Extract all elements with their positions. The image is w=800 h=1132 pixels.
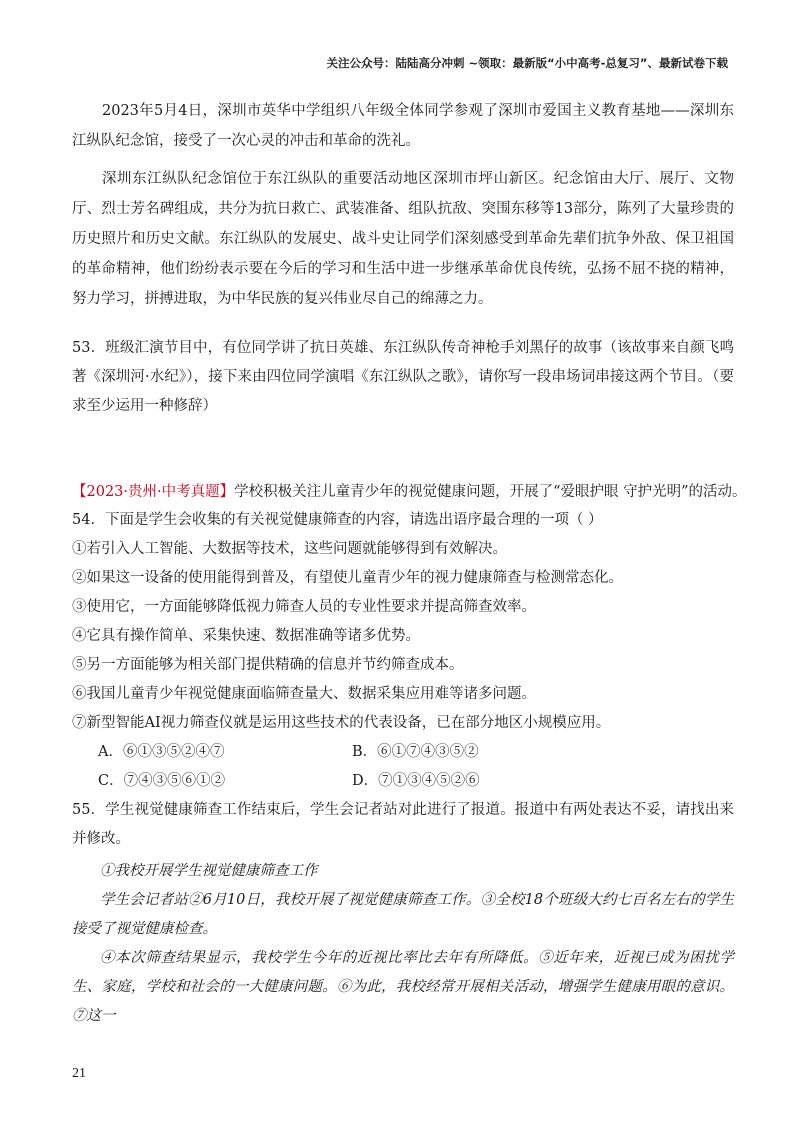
question-55-stem: 55．学生视觉健康筛查工作结束后，学生会记者站对此进行了报道。报道中有两处表达不妥，请找出来并修改。 [72, 802, 734, 847]
sentence-3: ③使用它，一方面能够降低视力筛查人员的专业性要求并提高筛查效率。 [72, 599, 536, 615]
sentence-5: ⑤另一方面能够为相关部门提供精确的信息并节约筛查成本。 [72, 657, 464, 673]
page-header: 关注公众号：陆陆高分冲刺 ~领取：最新版“小中高考-总复习”、最新试卷下载 [326, 56, 728, 70]
exam-source-tag: 【2023·贵州·中考真题】 [72, 484, 235, 500]
question-54-stem: 54．下面是学生会收集的有关视觉健康筛查的内容，请选出语序最合理的一项（ ） [72, 512, 603, 528]
sentence-1: ①若引入人工智能、大数据等技术，这些问题就能够得到有效解决。 [72, 541, 507, 557]
option-a: A．⑥①③⑤②④⑦ [98, 744, 225, 760]
report-title: ①我校开展学生视觉健康筛查工作 [100, 863, 318, 879]
passage-paragraph-2: 深圳东江纵队纪念馆位于东江纵队的重要活动地区深圳市坪山新区。纪念馆由大厅、展厅、文物厅、烈士芳名碑组成，共分为抗日救亡、武装准备、组队抗敌、突围东移等13部分，陈列了大量珍贵的历史照片和历史文献。东江纵队的发展史、战斗史让同学们深刻感受到革命先辈们抗争外敌、保卫祖国的革命精神，他们纷纷表示要在今后的学习和生活中进一步继承革命优良传统，弘扬不屈不挠的精神，努力学习，拼搏进取，为中华民族的复兴伟业尽自己的绵薄之力。 [72, 171, 734, 307]
option-c: C．⑦④③⑤⑥①② [98, 773, 226, 789]
report-paragraph-1: 学生会记者站②6月10日，我校开展了视觉健康筛查工作。③全校18个班级大约七百名左右的学生接受了视觉健康检查。 [72, 892, 734, 937]
option-b: B．⑥①⑦④③⑤② [352, 744, 479, 760]
passage-paragraph-1: 2023年5月4日，深圳市英华中学组织八年级全体同学参观了深圳市爱国主义教育基地——深圳东江纵队纪念馆，接受了一次心灵的冲击和革命的洗礼。 [72, 103, 734, 149]
sentence-7: ⑦新型智能AI视力筛查仪就是运用这些技术的代表设备，已在部分地区小规模应用。 [72, 715, 611, 731]
page-number: 21 [72, 1066, 86, 1081]
option-d: D．⑦①③④⑤②⑥ [352, 773, 480, 789]
options-row-2 [72, 767, 734, 796]
question-53: 53．班级汇演节目中，有位同学讲了抗日英雄、东江纵队传奇神枪手刘黑仔的故事（该故事来自颜飞鸣著《深圳河·水纪》），接下来由四位同学演唱《东江纵队之歌》，请你写一段串场词串接这两个节目。（要求至少运用一种修辞） [72, 340, 734, 414]
options-row-1 [72, 738, 734, 767]
sentence-2: ②如果这一设备的使用能得到普及，有望使儿童青少年的视力健康筛查与检测常态化。 [72, 570, 623, 586]
section-intro-text: 学校积极关注儿童青少年的视觉健康问题，开展了“爱眼护眼 守护光明”的活动。 [234, 484, 747, 500]
report-paragraph-2: ④本次筛查结果显示，我校学生今年的近视比率比去年有所降低。⑤近年来，近视已成为困扰学生、家庭，学校和社会的一大健康问题。⑥为此，我校经常开展相关活动，增强学生健康用眼的意识。⑦这一 [72, 950, 734, 1024]
page-content [72, 96, 747, 1031]
answer-space [72, 421, 734, 478]
sentence-4: ④它具有操作简单、采集快速、数据准确等诸多优势。 [72, 628, 420, 644]
sentence-6: ⑥我国儿童青少年视觉健康面临筛查量大、数据采集应用难等诸多问题。 [72, 686, 536, 702]
section-intro [72, 478, 747, 506]
